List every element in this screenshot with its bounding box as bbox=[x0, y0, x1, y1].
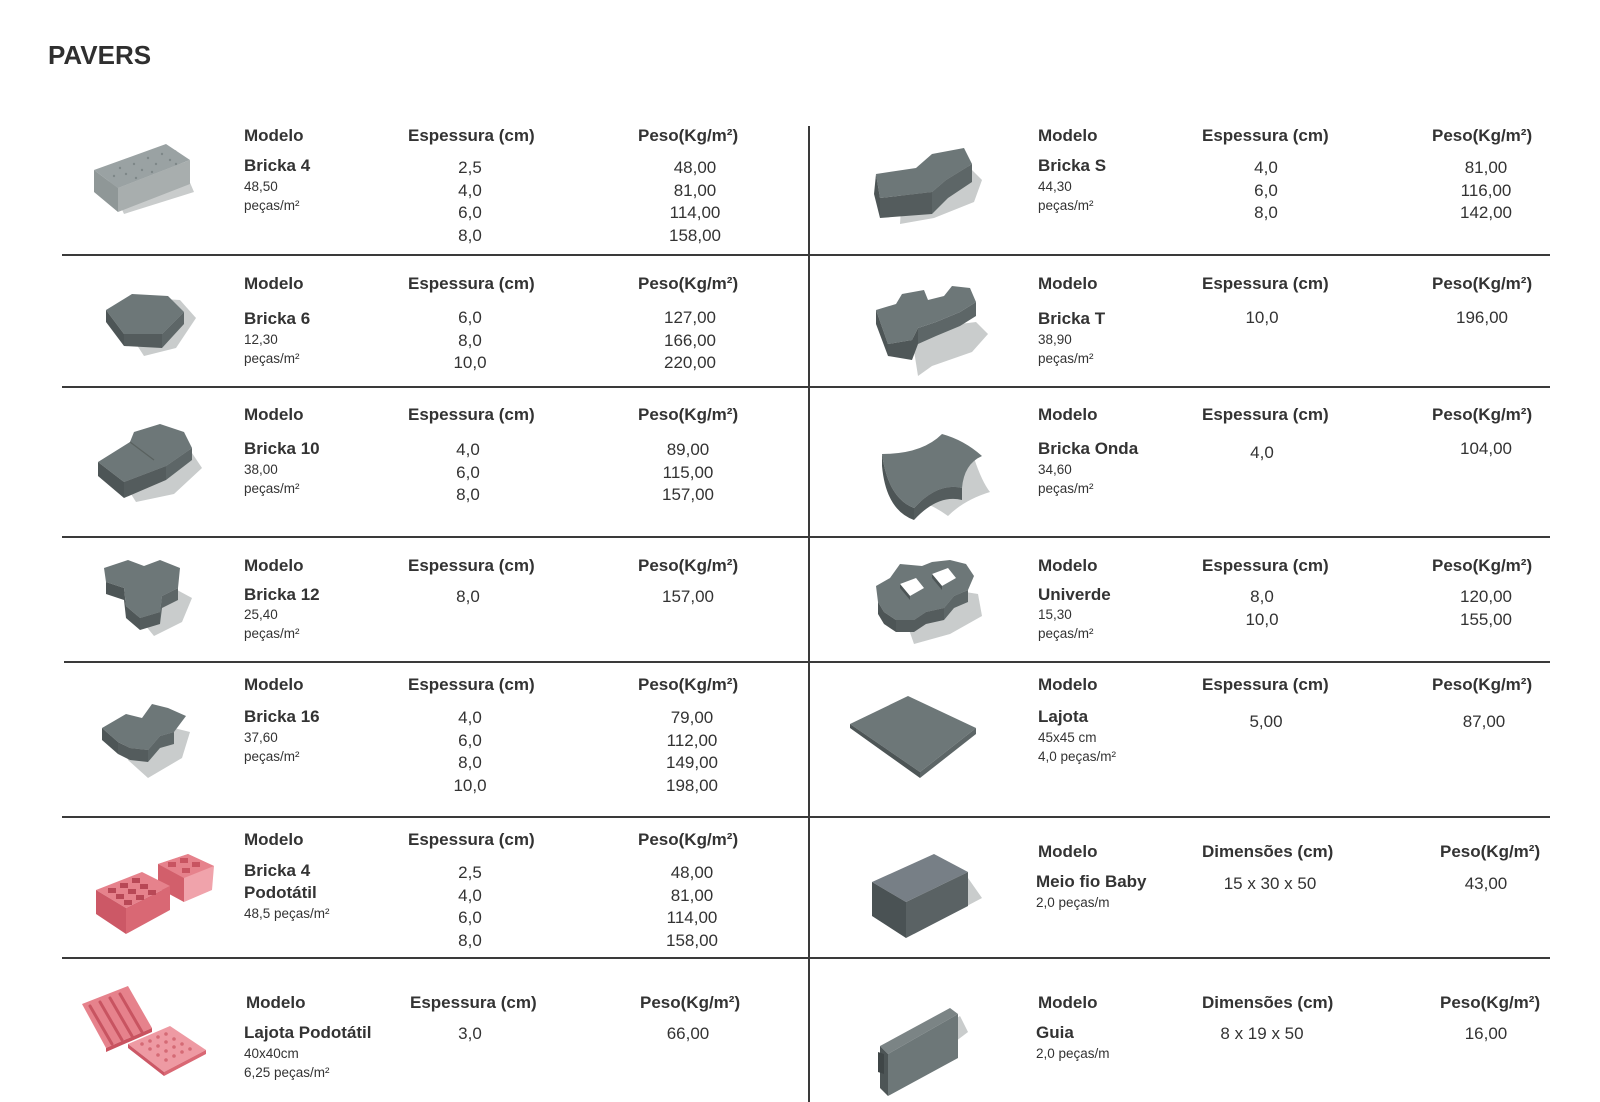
model-note: 40x40cm 6,25 peças/m² bbox=[244, 1046, 330, 1080]
model-name: Bricka 6 bbox=[244, 309, 311, 328]
header-espessura: Espessura (cm) bbox=[1202, 675, 1329, 694]
peso-values: 48,00 81,00 114,00 158,00 bbox=[666, 863, 718, 950]
header-modelo: Modelo bbox=[246, 993, 306, 1012]
dimensoes-values: 15 x 30 x 50 bbox=[1223, 874, 1317, 893]
lajota-icon bbox=[846, 692, 982, 788]
peso-values: 196,00 bbox=[1456, 308, 1508, 327]
model-note: 15,30 peças/m² bbox=[1038, 607, 1094, 641]
header-espessura: Espessura (cm) bbox=[408, 405, 535, 424]
model-note: 38,90 peças/m² bbox=[1038, 332, 1094, 366]
model-note: 48,5 peças/m² bbox=[244, 906, 330, 921]
peso-values: 87,00 bbox=[1462, 712, 1506, 731]
model-name: Bricka S bbox=[1038, 156, 1107, 175]
peso-values: 79,00 112,00 149,00 198,00 bbox=[666, 708, 718, 795]
peso-values: 66,00 bbox=[666, 1024, 710, 1043]
column-divider bbox=[808, 126, 810, 1102]
model-note: 38,00 peças/m² bbox=[244, 462, 300, 496]
dimensoes-values: 8 x 19 x 50 bbox=[1220, 1024, 1304, 1043]
espessura-values: 2,5 4,0 6,0 8,0 bbox=[458, 863, 482, 950]
header-peso: Peso(Kg/m²) bbox=[640, 993, 741, 1012]
peso-values: 16,00 bbox=[1464, 1024, 1508, 1043]
espessura-values: 4,0 6,0 8,0 bbox=[456, 440, 480, 504]
peso-values: 81,00 116,00 142,00 bbox=[1460, 158, 1512, 222]
bricka-16-icon bbox=[98, 702, 194, 782]
model-name: Bricka 10 bbox=[244, 439, 320, 458]
header-peso: Peso(Kg/m²) bbox=[1432, 274, 1533, 293]
header-espessura: Espessura (cm) bbox=[1202, 405, 1329, 424]
header-dimensoes: Dimensões (cm) bbox=[1202, 842, 1334, 861]
model-name: Bricka 4 bbox=[244, 156, 311, 175]
guia-icon bbox=[872, 1002, 972, 1102]
peso-values: 157,00 bbox=[662, 587, 714, 606]
model-name: Bricka 12 bbox=[244, 585, 320, 604]
model-note: 48,50 peças/m² bbox=[244, 179, 300, 213]
row-divider bbox=[62, 254, 1550, 256]
header-peso: Peso(Kg/m²) bbox=[638, 675, 739, 694]
peso-values: 89,00 115,00 157,00 bbox=[662, 440, 714, 504]
header-modelo: Modelo bbox=[244, 405, 304, 424]
header-espessura: Espessura (cm) bbox=[408, 830, 535, 849]
header-peso: Peso(Kg/m²) bbox=[1432, 405, 1533, 424]
header-espessura: Espessura (cm) bbox=[408, 675, 535, 694]
header-peso: Peso(Kg/m²) bbox=[1440, 842, 1541, 861]
bricka-s-icon bbox=[870, 146, 986, 228]
univerde-icon bbox=[870, 558, 988, 648]
header-espessura: Espessura (cm) bbox=[1202, 126, 1329, 145]
bricka-4-icon bbox=[90, 130, 200, 220]
model-name: Meio fio Baby bbox=[1036, 872, 1147, 891]
espessura-values: 6,0 8,0 10,0 bbox=[453, 308, 487, 372]
header-dimensoes: Dimensões (cm) bbox=[1202, 993, 1334, 1012]
peso-values: 104,00 bbox=[1460, 439, 1512, 458]
header-modelo: Modelo bbox=[244, 274, 304, 293]
header-modelo: Modelo bbox=[1038, 675, 1098, 694]
model-name: Guia bbox=[1036, 1023, 1074, 1042]
model-name: Bricka 16 bbox=[244, 707, 320, 726]
header-modelo: Modelo bbox=[1038, 993, 1098, 1012]
header-modelo: Modelo bbox=[244, 830, 304, 849]
bricka-6-icon bbox=[100, 290, 200, 370]
header-peso: Peso(Kg/m²) bbox=[638, 274, 739, 293]
header-modelo: Modelo bbox=[244, 675, 304, 694]
header-espessura: Espessura (cm) bbox=[408, 126, 535, 145]
header-peso: Peso(Kg/m²) bbox=[1432, 126, 1533, 145]
header-modelo: Modelo bbox=[1038, 556, 1098, 575]
espessura-values: 4,0 6,0 8,0 10,0 bbox=[453, 708, 487, 795]
espessura-values: 8,0 bbox=[456, 587, 480, 606]
model-note: 37,60 peças/m² bbox=[244, 730, 300, 764]
espessura-values: 4,0 bbox=[1250, 443, 1274, 462]
espessura-values: 5,00 bbox=[1249, 712, 1283, 731]
model-note: 25,40 peças/m² bbox=[244, 607, 300, 641]
model-note: 44,30 peças/m² bbox=[1038, 179, 1094, 213]
header-espessura: Espessura (cm) bbox=[1202, 274, 1329, 293]
row-divider bbox=[62, 957, 1550, 959]
lajota-podotatil-icon bbox=[80, 984, 210, 1084]
header-espessura: Espessura (cm) bbox=[1202, 556, 1329, 575]
model-note: 34,60 peças/m² bbox=[1038, 462, 1094, 496]
header-peso: Peso(Kg/m²) bbox=[638, 830, 739, 849]
model-note: 2,0 peças/m bbox=[1036, 895, 1110, 910]
header-modelo: Modelo bbox=[1038, 274, 1098, 293]
header-peso: Peso(Kg/m²) bbox=[1432, 675, 1533, 694]
header-peso: Peso(Kg/m²) bbox=[638, 126, 739, 145]
peso-values: 120,00 155,00 bbox=[1460, 587, 1512, 629]
header-modelo: Modelo bbox=[244, 126, 304, 145]
header-modelo: Modelo bbox=[1038, 842, 1098, 861]
header-peso: Peso(Kg/m²) bbox=[1432, 556, 1533, 575]
model-name: Lajota bbox=[1038, 707, 1089, 726]
row-divider bbox=[62, 816, 1550, 818]
bricka-t-icon bbox=[872, 282, 992, 378]
header-espessura: Espessura (cm) bbox=[408, 274, 535, 293]
peso-values: 43,00 bbox=[1464, 874, 1508, 893]
header-espessura: Espessura (cm) bbox=[410, 993, 537, 1012]
model-name: Univerde bbox=[1038, 585, 1111, 604]
model-note: 45x45 cm 4,0 peças/m² bbox=[1038, 730, 1117, 764]
row-divider bbox=[62, 386, 1550, 388]
model-name: Bricka Onda bbox=[1038, 439, 1139, 458]
espessura-values: 4,0 6,0 8,0 bbox=[1254, 158, 1278, 222]
model-note: 2,0 peças/m bbox=[1036, 1046, 1110, 1061]
bricka-4-podotatil-icon bbox=[92, 850, 222, 942]
row-divider bbox=[64, 661, 1550, 663]
meio-fio-baby-icon bbox=[868, 848, 986, 944]
espessura-values: 2,5 4,0 6,0 8,0 bbox=[458, 158, 482, 245]
header-modelo: Modelo bbox=[1038, 405, 1098, 424]
bricka-10-icon bbox=[94, 420, 206, 512]
espessura-values: 8,0 10,0 bbox=[1245, 587, 1279, 629]
bricka-12-icon bbox=[100, 558, 196, 642]
model-note: 12,30 peças/m² bbox=[244, 332, 300, 366]
header-peso: Peso(Kg/m²) bbox=[1440, 993, 1541, 1012]
peso-values: 127,00 166,00 220,00 bbox=[664, 308, 716, 372]
header-modelo: Modelo bbox=[244, 556, 304, 575]
bricka-onda-icon bbox=[878, 430, 994, 524]
peso-values: 48,00 81,00 114,00 158,00 bbox=[669, 158, 721, 245]
espessura-values: 3,0 bbox=[458, 1024, 482, 1043]
espessura-values: 10,0 bbox=[1245, 308, 1279, 327]
model-name: Bricka 4 Podotátil bbox=[244, 861, 317, 902]
model-name: Bricka T bbox=[1038, 309, 1106, 328]
header-espessura: Espessura (cm) bbox=[408, 556, 535, 575]
model-name: Lajota Podotátil bbox=[244, 1023, 372, 1042]
page-title: PAVERS bbox=[48, 40, 152, 70]
header-modelo: Modelo bbox=[1038, 126, 1098, 145]
row-divider bbox=[62, 536, 1550, 538]
header-peso: Peso(Kg/m²) bbox=[638, 556, 739, 575]
header-peso: Peso(Kg/m²) bbox=[638, 405, 739, 424]
